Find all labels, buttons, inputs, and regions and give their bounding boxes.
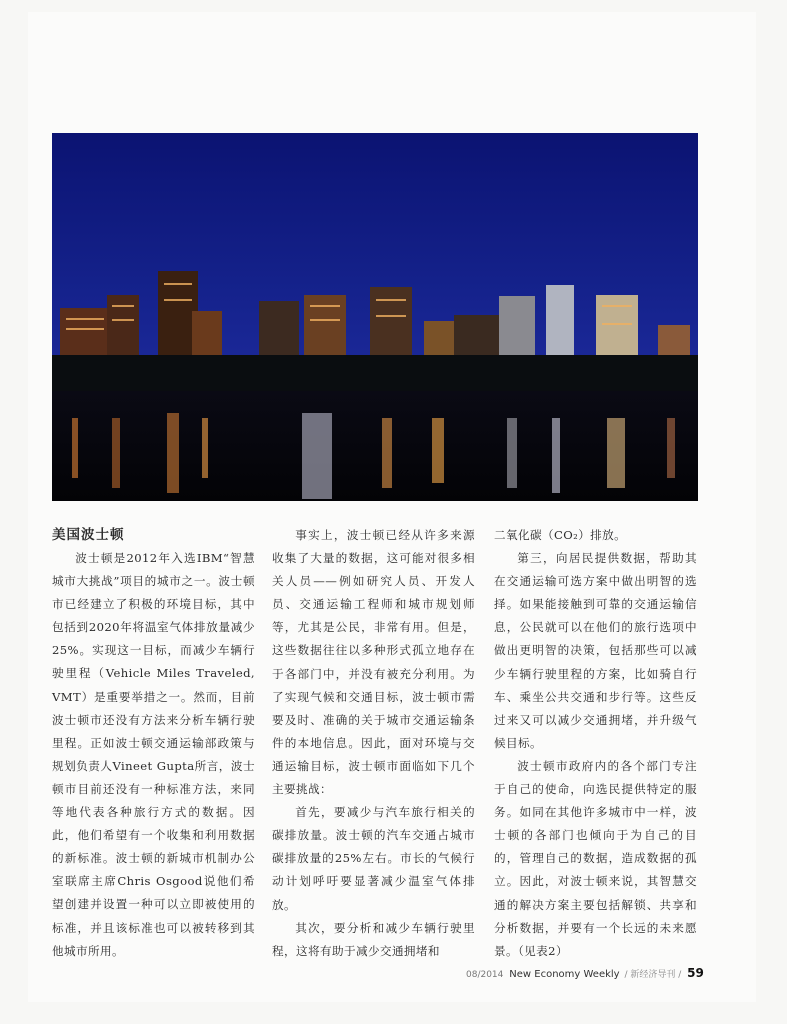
paragraph: 其次，要分析和减少车辆行驶里程，这将有助于减少交通拥堵和 xyxy=(272,920,475,958)
paragraph: 波士顿市政府内的各个部门专注于自己的使命，向选民提供特定的服务。如同在其他许多城市中一样，波士顿的各部门也倾向于为自己的目的，管理自己的数据，造成数据的孤立。因此，对波士顿来说，其智慧交通的解决方案主要包括解锁、共享和分析数据，并要有一个长远的未来愿景。（见表2） xyxy=(494,758,697,958)
section-heading: 美国波士顿 xyxy=(52,527,125,543)
paragraph: 首先，要减少与汽车旅行相关的碳排放量。波士顿的汽车交通占城市碳排放量的25%左右。市长的气候行动计划呼吁要显著减少温室气体排放。 xyxy=(272,805,475,912)
page-footer xyxy=(466,966,704,980)
skyline-illustration xyxy=(52,133,698,501)
magazine-name: New Economy Weekly xyxy=(509,969,620,980)
paragraph: 二氧化碳（CO₂）排放。 xyxy=(494,528,627,542)
magazine-name-cn: / 新经济导刊 / xyxy=(624,970,682,980)
paragraph: 波士顿是2012年入选IBM“智慧城市大挑战”项目的城市之一。波士顿市已经建立了积极的环境目标，其中包括到2020年将温室气体排放量减少25%。实现这一目标，而减少车辆行驶里程（Vehicle Miles Traveled, VMT）是重要举措之一。然而，目前波士顿市还没有方法来分析车辆行驶里程。正如波士顿交通运输部政策与规划负责人Vineet Gupta所言，波士顿市目前还没有一种标准方法，来同等地代表各种旅行方式的数据。因此，他们希望有一个收集和利用数据的新标准。波士顿的新城市机制办公室联席主席Chris Osgood说他们希望创建并设置一种可以立即被使用的标准，并且该标准也可以被转移到其他城市所用。 xyxy=(52,551,255,958)
paragraph: 事实上，波士顿已经从许多来源收集了大量的数据，这可能对很多相关人员——例如研究人员、开发人员、交通运输工程师和城市规划师等，尤其是公民，非常有用。但是，这些数据往往以多种形式孤立地存在于各部门中，并没有被充分利用。为了实现气候和交通目标，波士顿市需要及时、准确的关于城市交通运输条件的本地信息。因此，面对环境与交通运输目标，波士顿市面临如下几个主要挑战： xyxy=(272,528,475,797)
issue-date: 08/2014 xyxy=(466,970,504,980)
article-column-3 xyxy=(494,524,697,963)
paragraph: 第三，向居民提供数据，帮助其在交通运输可选方案中做出明智的选择。如果能接触到可靠的交通运输信息，公民就可以在他们的旅行选项中做出更明智的决策，包括那些可以减少车辆行驶里程的方案，比如骑自行车、乘坐公共交通和步行等。这些反过来又可以减少交通拥堵，并升级气候目标。 xyxy=(494,551,697,750)
article-column-2 xyxy=(272,524,475,963)
boston-skyline-photo xyxy=(52,133,698,501)
page-number: 59 xyxy=(687,966,704,980)
article-column-1 xyxy=(52,524,255,963)
